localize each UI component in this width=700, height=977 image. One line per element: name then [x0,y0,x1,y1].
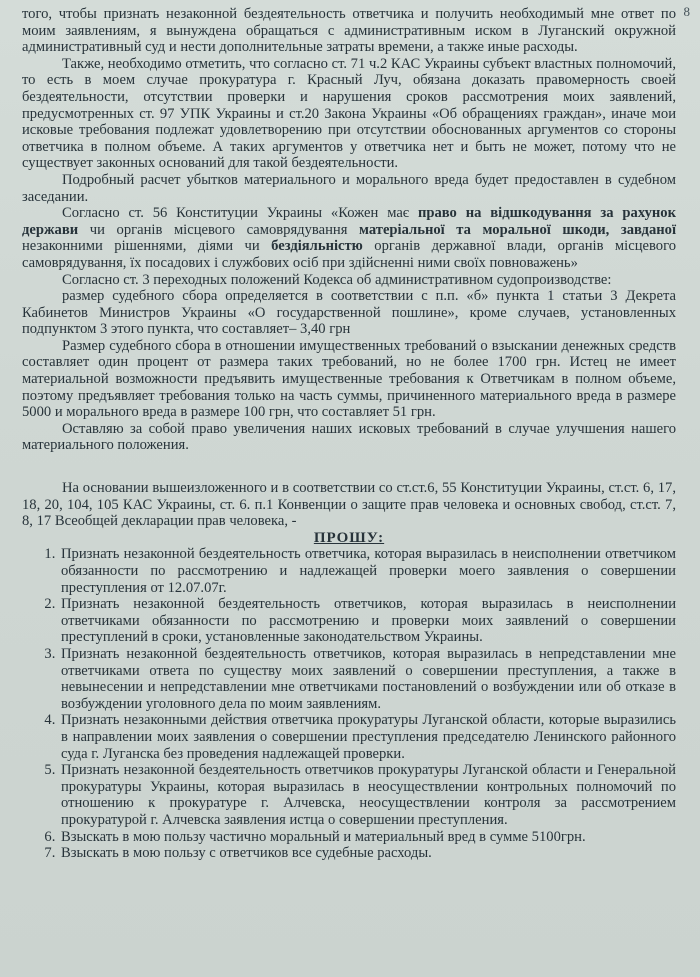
request-item: 1. Признать незаконной бездеятельность ответчика, которая выразилась в неисполнении ответчиком обязанности по рассмотрению и надлежащей проверки моего заявления о совершении преступления от 12.07.07г. [59,546,676,596]
constitution-quote [22,205,676,271]
request-heading: ПРОШУ: [313,529,385,546]
quote-bold: матеріальної та моральної шкоди, завданої [359,221,676,238]
paragraph: Подробный расчет убытков материального и морального вреда будет предоставлен в судебном заседании. [22,171,676,205]
spacer [22,454,676,480]
basis-paragraph: На основании вышеизложенного и в соответствии со ст.ст.6, 55 Конституции Украины, ст.ст. 6, 17, 18, 20, 104, 105 КАС Украины, ст. 6. п.1 Конвенции о защите прав человека и основных свобод, ст.ст. 7, 8, 17 Всеобщей декларации прав человека, - [22,480,676,530]
page-number: 8 [683,4,690,19]
paragraph: Оставляю за собой право увеличения наших исковых требований в случае улучшения нашего материального положения. [22,420,676,454]
request-item: 6. Взыскать в мою пользу частично моральный и материальный вред в сумме 5100грн. [59,829,676,846]
quote-text: чи органів місцевого самоврядування [78,221,360,238]
document-body [22,6,676,862]
quote-bold: право на відшкодування за рахунок держави [22,205,676,238]
request-item: 4. Признать незаконными действия ответчика прокуратуры Луганской области, которые выразились в направлении моих заявления о совершении преступления председателю Ленинского районного суда г. Луганска без проведения надлежащей проверки. [59,712,676,762]
quote-bold: бездіяльністю [271,238,363,255]
paragraph: того, чтобы признать незаконной бездеятельность ответчика и получить необходимый мне ответ по моим заявлениям, я вынуждена обращаться с административным иском в Луганский окружной административный суд и нести дополнительные затраты времени, а также иные расходы. [22,6,676,56]
quote-text: незаконними рішеннями, діями чи [22,238,272,255]
paragraph: размер судебного сбора определяется в соответствии с п.п. «б» пункта 1 статьи 3 Декрета Кабинетов Министров Украины «О государственной пошлине», кроме случаев, установленных подпунктом 3 этого пункта, что составляет– 3,40 грн [22,288,676,338]
quote-text: Согласно ст. 56 Конституции Украины «Кожен має [62,205,418,222]
paragraph: Согласно ст. 3 переходных положений Кодекса об административном судопроизводстве: [62,271,612,288]
paragraph: Также, необходимо отметить, что согласно ст. 71 ч.2 КАС Украины субъект властных полномочий, то есть в моем случае прокуратура г. Красный Луч, обязана доказать правомерность своей бездеятельности, отсутствии проверки и нарушения сроков рассмотрения моих заявлений, предусмотренных ст. 97 УПК Украины и ст.20 Закона Украины «Об обращениях граждан», иначе мои исковые требования подлежат удовлетворению при отсутствии обоснованных аргументов со стороны ответчика в полном объеме. А таких аргументов у ответчика нет и быть не может, потому что не существует законных оснований для такой бездеятельности. [22,55,676,172]
request-item: 5. Признать незаконной бездеятельность ответчиков прокуратуры Луганской области и Генеральной прокуратуры Украины, которая выразилась в неосуществлении контрольных полномочий по отношению к прокуратуре г. Алчевска, неосуществлении контроля за рассмотрением прокуратурой г. Алчевска заявления истца о совершении преступления. [59,762,676,828]
request-item: 3. Признать незаконной бездеятельность ответчиков, которая выразилась в непредставлении мне ответчиками ответа по существу моих заявлений о совершении преступления, а также в невынесении и непредставлении мне ответчиками постановлений о возбуждении или об отказе в возбуждении уголовного дела по моим заявлениям. [59,646,676,712]
request-list [22,546,676,861]
request-item: 7. Взыскать в мою пользу с ответчиков все судебные расходы. [59,845,676,862]
request-item: 2. Признать незаконной бездеятельность ответчиков, которая выразилась в неисполнении ответчиками обязанности по рассмотрению и проверки моих заявлений о совершении преступлений в сроки, установленные законодательством Украины. [59,596,676,646]
paragraph: Размер судебного сбора в отношении имущественных требований о взыскании денежных средств составляет один процент от размера таких требований, но не более 1700 грн. Истец не имеет материальной возможности предъявить имущественные требования к Ответчикам в полном объеме, поэтому предъявляет требования только на часть суммы, причиненного материального вреда в размере 5000 и морального вреда в размере 100 грн, что составляет 51 грн. [22,337,676,421]
quote-text: органів державної влади, органів місцевого самоврядування, їх посадових і службових осіб при здійсненні ними своїх повноважень» [22,238,676,271]
